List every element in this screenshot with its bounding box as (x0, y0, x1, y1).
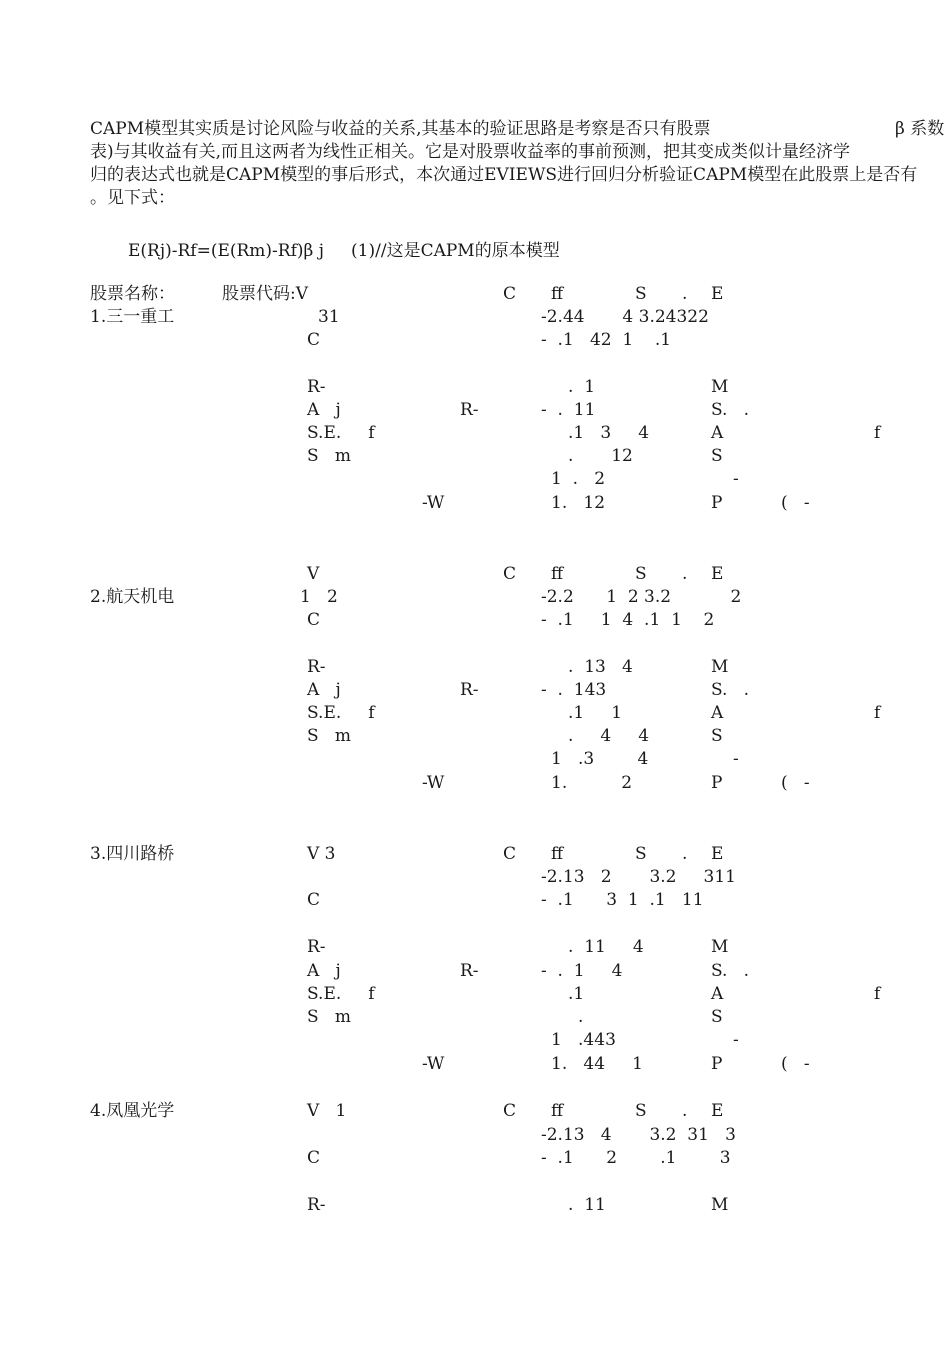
aj-label: A j (307, 400, 341, 420)
ff-head: ff (551, 564, 564, 584)
dot-head: . (682, 844, 688, 864)
header-dot: . (682, 284, 688, 304)
stock-name: 4.凤凰光学 (90, 1101, 175, 1121)
sm-label: S m (307, 446, 351, 466)
r-m: M (711, 937, 729, 957)
se-label: S.E. f (307, 423, 375, 443)
s-head: S (635, 564, 647, 584)
s-head: S (635, 844, 647, 864)
coef-row: -2.13 4 3.2 31 3 (541, 1125, 736, 1145)
sm-s: S (711, 726, 723, 746)
w-label: -W (422, 1054, 445, 1074)
r-values: . 11 4 (568, 937, 644, 957)
aj-values: - . 11 (541, 400, 596, 420)
w-label: -W (422, 773, 445, 793)
intro-line-2: 表)与其收益有关,而且这两者为线性正相关。它是对股票收益率的事前预测，把其变成类似计量经济学 (90, 142, 851, 162)
r-m: M (711, 657, 729, 677)
aj-values: - . 143 (541, 680, 607, 700)
extra-dash: - (733, 1030, 739, 1050)
aj-label: A j (307, 961, 341, 981)
r-label: R- (307, 377, 326, 397)
sm-s: S (711, 1007, 723, 1027)
c-values: - .1 3 1 .1 11 (541, 890, 704, 910)
se-a: A (711, 703, 724, 723)
sm-label: S m (307, 1007, 351, 1027)
sm-label: S m (307, 726, 351, 746)
se-f: f (874, 423, 881, 443)
c-values: - .1 2 .1 3 (541, 1148, 731, 1168)
sm-values: . 4 4 (568, 726, 650, 746)
v-label: V (307, 564, 320, 584)
stock-name: 3.四川路桥 (90, 844, 175, 864)
capm-formula: E(Rj)-Rf=(E(Rm)-Rf)β j (1)//这是CAPM的原本模型 (128, 241, 560, 261)
sm-values: . 12 (568, 446, 633, 466)
se-f: f (874, 984, 881, 1004)
intro-line-1-text: CAPM模型其实质是讨论风险与收益的关系,其基本的验证思路是考察是否只有股票 (90, 119, 711, 139)
ff-head: ff (551, 1101, 564, 1121)
sm-values: . (578, 1007, 584, 1027)
r-m: M (711, 377, 729, 397)
aj-values: - . 1 4 (541, 961, 623, 981)
header-s: S (635, 284, 647, 304)
w-values: 1. 44 1 (551, 1054, 643, 1074)
intro-line-1 (90, 118, 950, 141)
intro-line-4: 。见下式： (90, 188, 175, 208)
aj-s: S. . (711, 400, 750, 420)
c-label: C (307, 610, 321, 630)
coef-row: -2.44 4 3.24322 (541, 307, 709, 327)
c-label: C (307, 330, 321, 350)
aj-s: S. . (711, 961, 750, 981)
coef-row: -2.13 2 3.2 311 (541, 867, 736, 887)
e-head: E (711, 564, 724, 584)
dot-head: . (682, 564, 688, 584)
extra-values: 1 .3 4 (551, 749, 649, 769)
dot-head: . (682, 1101, 688, 1121)
se-a: A (711, 984, 724, 1004)
r-label: R- (307, 1195, 326, 1215)
aj-r: R- (460, 680, 479, 700)
aj-label: A j (307, 680, 341, 700)
se-f: f (874, 703, 881, 723)
sm-s: S (711, 446, 723, 466)
r-m: M (711, 1195, 729, 1215)
w-paren: ( - (781, 773, 810, 793)
r-label: R- (307, 657, 326, 677)
aj-r: R- (460, 961, 479, 981)
header-c: C (503, 284, 517, 304)
se-label: S.E. f (307, 703, 375, 723)
header-ff: ff (551, 284, 564, 304)
c-head: C (503, 564, 517, 584)
s-head: S (635, 1101, 647, 1121)
w-p: P (711, 493, 723, 513)
se-values: .1 3 4 (568, 423, 650, 443)
r-values: . 13 4 (568, 657, 633, 677)
v-label: V 1 (307, 1101, 347, 1121)
c-values: - .1 1 4 .1 1 2 (541, 610, 715, 630)
stock-code: 1 2 (300, 587, 338, 607)
e-head: E (711, 844, 724, 864)
extra-values: 1 .443 (551, 1030, 616, 1050)
c-values: - .1 42 1 .1 (541, 330, 672, 350)
r-label: R- (307, 937, 326, 957)
stock-code-label: 股票代码:V (222, 284, 309, 304)
coef-row: -2.2 1 2 3.2 2 (541, 587, 742, 607)
se-values: .1 1 (568, 703, 623, 723)
r-values: . 11 (568, 1195, 606, 1215)
w-paren: ( - (781, 493, 810, 513)
w-values: 1. 2 (551, 773, 633, 793)
ff-head: ff (551, 844, 564, 864)
beta-coefficient-label: β 系数 (895, 119, 945, 139)
v-label: V 3 (307, 844, 336, 864)
intro-paragraph (90, 118, 950, 210)
stock-name: 1.三一重工 (90, 307, 175, 327)
stock-name: 2.航天机电 (90, 587, 175, 607)
c-label: C (307, 1148, 321, 1168)
header-e: E (711, 284, 724, 304)
r-values: . 1 (568, 377, 596, 397)
intro-line-3: 归的表达式也就是CAPM模型的事后形式，本次通过EVIEWS进行回归分析验证CAPM模型在此股票上是否有 (90, 165, 918, 185)
se-a: A (711, 423, 724, 443)
c-head: C (503, 844, 517, 864)
w-label: -W (422, 493, 445, 513)
c-label: C (307, 890, 321, 910)
w-values: 1. 12 (551, 493, 606, 513)
extra-dash: - (733, 469, 739, 489)
w-p: P (711, 1054, 723, 1074)
w-paren: ( - (781, 1054, 810, 1074)
se-values: .1 (568, 984, 585, 1004)
extra-values: 1 . 2 (551, 469, 606, 489)
se-label: S.E. f (307, 984, 375, 1004)
e-head: E (711, 1101, 724, 1121)
w-p: P (711, 773, 723, 793)
aj-r: R- (460, 400, 479, 420)
extra-dash: - (733, 749, 739, 769)
aj-s: S. . (711, 680, 750, 700)
c-head: C (503, 1101, 517, 1121)
stock-code: 31 (318, 307, 340, 327)
stock-name-label: 股票名称： (90, 284, 175, 304)
